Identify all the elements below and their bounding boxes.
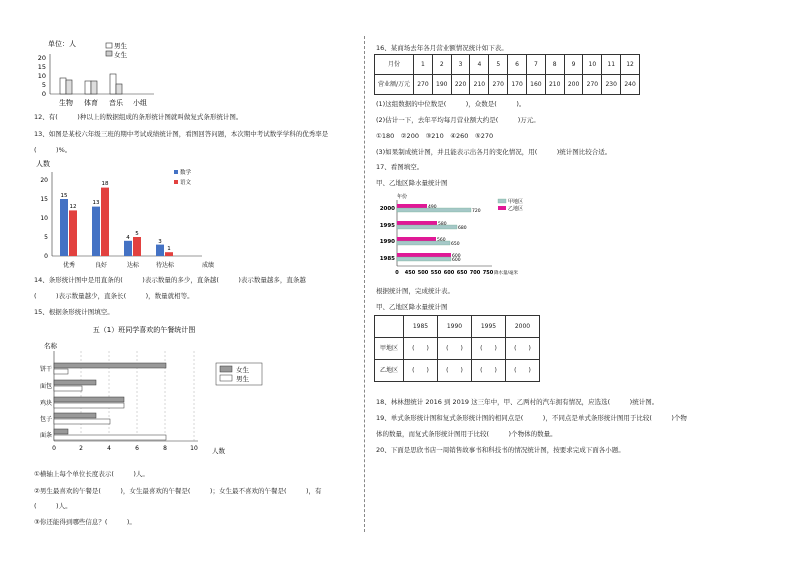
bar-yi-2000 xyxy=(397,204,427,208)
bar-boy-nuggets xyxy=(54,403,124,408)
y-axis-label: 名称 xyxy=(44,342,57,350)
question-16-2: (2)估计一下，去年平均每月营业额大约是( )万元。 xyxy=(376,116,540,124)
question-13-cont: ( )%。 xyxy=(34,146,72,154)
bar-boy-bun xyxy=(54,419,110,424)
svg-text:650: 650 xyxy=(451,242,460,247)
question-13: 13、如图是某校六年级三班的期中考试成绩统计图，看图回答问题，本次期中考试数学学科的优秀率是 xyxy=(34,130,329,138)
svg-text:550: 550 xyxy=(430,270,442,276)
bar xyxy=(116,84,122,94)
data-label: 5 xyxy=(135,231,139,237)
bar-yi-1990 xyxy=(397,237,436,241)
question-14: 14、条形统计图中是用直条的( )表示数量的多少，直条越( )表示数量越多，直条越 xyxy=(34,276,306,284)
svg-text:2000: 2000 xyxy=(379,206,395,212)
svg-text:2: 2 xyxy=(79,445,83,452)
sales-table: 月份 1 2 3 4 5 6 7 8 9 10 11 12 营业额/万元 270 190 220 210 270 170 160 210 200 270 230 240 xyxy=(374,54,640,95)
y-tick: 10 xyxy=(37,72,46,80)
data-label: 4 xyxy=(126,235,130,241)
svg-text:优秀: 优秀 xyxy=(62,262,76,269)
svg-text:0: 0 xyxy=(52,445,56,452)
bar-girl-bun xyxy=(54,413,96,418)
bar-girl-nuggets xyxy=(54,397,124,402)
bar xyxy=(110,74,116,94)
bar-yi-1995 xyxy=(397,221,437,225)
svg-text:8: 8 xyxy=(163,445,167,452)
bar-chinese-pass xyxy=(133,237,141,256)
svg-text:达标: 达标 xyxy=(126,262,140,269)
svg-text:乙地区: 乙地区 xyxy=(508,206,524,212)
svg-text:良好: 良好 xyxy=(94,262,108,269)
question-16-1: (1)这组数据的中位数是( )，众数是( )。 xyxy=(376,100,526,108)
legend-chinese: 语文 xyxy=(180,180,192,186)
chart-lunch xyxy=(34,323,314,463)
svg-text:700: 700 xyxy=(469,270,481,276)
bar-girl-bread xyxy=(54,380,96,385)
y-tick: 0 xyxy=(41,90,46,98)
x-axis-label: 降水量/毫米 xyxy=(494,271,519,276)
svg-text:10: 10 xyxy=(190,445,198,452)
legend-math: 数学 xyxy=(180,170,192,176)
bar-girl-biscuit xyxy=(54,363,166,368)
svg-text:女生: 女生 xyxy=(236,366,249,374)
question-17-fill: 根据统计图，完成统计表。 xyxy=(376,287,454,295)
svg-text:720: 720 xyxy=(472,209,481,214)
bar-chinese-good xyxy=(101,188,109,256)
bar-math-good xyxy=(92,207,100,256)
svg-text:0: 0 xyxy=(44,253,48,260)
question-20: 20、下面是思欣书店一周销售故事书和科技书的情况统计图，按要求完成下面各小题。 xyxy=(376,446,625,454)
svg-text:500: 500 xyxy=(417,270,429,276)
data-label: 13 xyxy=(92,200,100,206)
svg-text:4: 4 xyxy=(107,445,111,452)
category: 体育 xyxy=(84,99,98,107)
svg-text:5: 5 xyxy=(44,234,48,241)
svg-text:甲地区: 甲地区 xyxy=(508,199,524,205)
svg-text:580: 580 xyxy=(438,222,447,227)
svg-text:男生: 男生 xyxy=(236,375,249,383)
x-axis-label: 人数 xyxy=(212,447,225,455)
question-16-2-options: ①180 ②200 ③210 ④260 ⑤270 xyxy=(376,132,494,140)
question-15-2: ②男生最喜欢的午餐是( )，女生最喜欢的午餐是( )；女生最不喜欢的午餐是( )，有 xyxy=(34,487,322,495)
svg-text:490: 490 xyxy=(428,205,437,210)
x-axis-label: 成绩 xyxy=(202,262,215,269)
category: 生物 xyxy=(59,99,73,107)
svg-text:650: 650 xyxy=(456,270,468,276)
question-12: 12、有( )种以上的数据组成的条形统计图就叫做复式条形统计图。 xyxy=(34,113,243,121)
data-label: 3 xyxy=(158,239,162,245)
legend-chinese-swatch xyxy=(174,180,178,184)
question-17-title: 甲、乙地区降水量统计图 xyxy=(376,179,448,187)
y-tick: 5 xyxy=(41,81,46,89)
legend-math-swatch xyxy=(174,170,178,174)
data-label: 18 xyxy=(101,181,109,187)
legend-boy-swatch xyxy=(106,43,112,48)
question-16: 16、某商场去年各月营业额情况统计如下表。 xyxy=(376,44,508,52)
svg-text:待达标: 待达标 xyxy=(155,262,175,269)
svg-text:15: 15 xyxy=(40,196,48,203)
bar xyxy=(66,80,72,94)
svg-text:680: 680 xyxy=(458,226,467,231)
question-14-cont: ( )表示数量越少，直条长( )，数量就相等。 xyxy=(34,292,194,300)
legend-girl-swatch xyxy=(106,51,112,56)
data-label: 1 xyxy=(167,246,171,252)
chart-scores xyxy=(34,158,224,270)
bar xyxy=(85,81,91,94)
bar-boy-noodles xyxy=(54,435,166,440)
svg-text:鸡块: 鸡块 xyxy=(39,400,52,407)
bar-boy-bread xyxy=(54,386,82,391)
chart-title: 五（1）班同学喜欢的午餐统计图 xyxy=(92,326,196,334)
y-tick: 20 xyxy=(37,54,46,62)
question-15: 15、根据条形统计图填空。 xyxy=(34,308,114,316)
svg-text:包子: 包子 xyxy=(39,416,52,423)
question-16-3: (3)如果制成统计图，并且能表示出各月的变化情况，用( )统计图比较合适。 xyxy=(376,148,612,156)
svg-text:1995: 1995 xyxy=(379,223,395,229)
bar xyxy=(91,81,97,94)
legend-boy: 男生 xyxy=(114,42,127,50)
unit-label: 单位：人 xyxy=(48,40,76,48)
category: 小组 xyxy=(133,99,147,107)
svg-text:750: 750 xyxy=(482,270,494,276)
svg-text:面包: 面包 xyxy=(39,383,52,390)
bar-girl-noodles xyxy=(54,429,68,434)
question-19-cont: 体的数量，而复式条形统计图用于比较( )个物体的数量。 xyxy=(376,430,557,438)
data-label: 12 xyxy=(69,204,77,210)
svg-text:600: 600 xyxy=(452,258,461,263)
question-15-1: ①横轴上每个单位长度表示( )人。 xyxy=(34,470,149,478)
precipitation-table: 1985 1990 1995 2000 甲地区 ( ) ( ) ( ) ( ) 乙地区 ( ) ( ) ( ) ( ) xyxy=(374,315,540,382)
bar-math-pass xyxy=(124,241,132,256)
bar-boy-biscuit xyxy=(54,369,68,374)
bar-jia-1995 xyxy=(397,225,457,229)
svg-text:10: 10 xyxy=(40,215,48,222)
category: 音乐 xyxy=(109,99,123,107)
bar-jia-1985 xyxy=(397,257,451,261)
question-17: 17、看图填空。 xyxy=(376,163,424,171)
svg-text:6: 6 xyxy=(135,445,139,452)
svg-text:600: 600 xyxy=(443,270,455,276)
bar-chinese-fail xyxy=(165,252,173,256)
question-18: 18、林林想统计 2016 到 2019 这三年中，甲、乙两村的汽车拥有情况，应选选( )统计图。 xyxy=(376,398,659,406)
question-15-2-cont: ( )人。 xyxy=(34,502,72,510)
bar-math-fail xyxy=(156,245,164,256)
chart-precipitation xyxy=(376,190,546,282)
svg-text:饼干: 饼干 xyxy=(39,366,52,373)
svg-text:20: 20 xyxy=(40,177,48,184)
svg-text:1990: 1990 xyxy=(379,239,395,245)
svg-text:1985: 1985 xyxy=(379,256,395,262)
column-divider xyxy=(364,36,365,532)
bar-math-excellent xyxy=(60,199,68,256)
chart-subjects xyxy=(34,38,174,110)
legend-girl: 女生 xyxy=(114,51,127,59)
bar-chinese-excellent xyxy=(69,210,77,256)
question-19: 19、单式条形统计图和复式条形统计图的相同点是( )，不同点是单式条形统计图用于比较( )个物 xyxy=(376,414,687,422)
y-axis-label: 人数 xyxy=(36,160,50,168)
svg-text:0: 0 xyxy=(395,270,399,276)
question-15-3: ③你还能得到哪些信息？( )。 xyxy=(34,518,136,526)
svg-text:560: 560 xyxy=(437,238,446,243)
bar-yi-1985 xyxy=(397,253,451,257)
svg-text:450: 450 xyxy=(404,270,416,276)
question-17-table-title: 甲、乙地区降水量统计图 xyxy=(376,303,448,311)
svg-text:600: 600 xyxy=(452,254,461,259)
data-label: 15 xyxy=(60,193,68,199)
bar xyxy=(60,78,66,94)
y-tick: 15 xyxy=(37,63,46,71)
svg-text:面条: 面条 xyxy=(39,432,52,439)
y-axis-label: 年份 xyxy=(397,194,408,200)
